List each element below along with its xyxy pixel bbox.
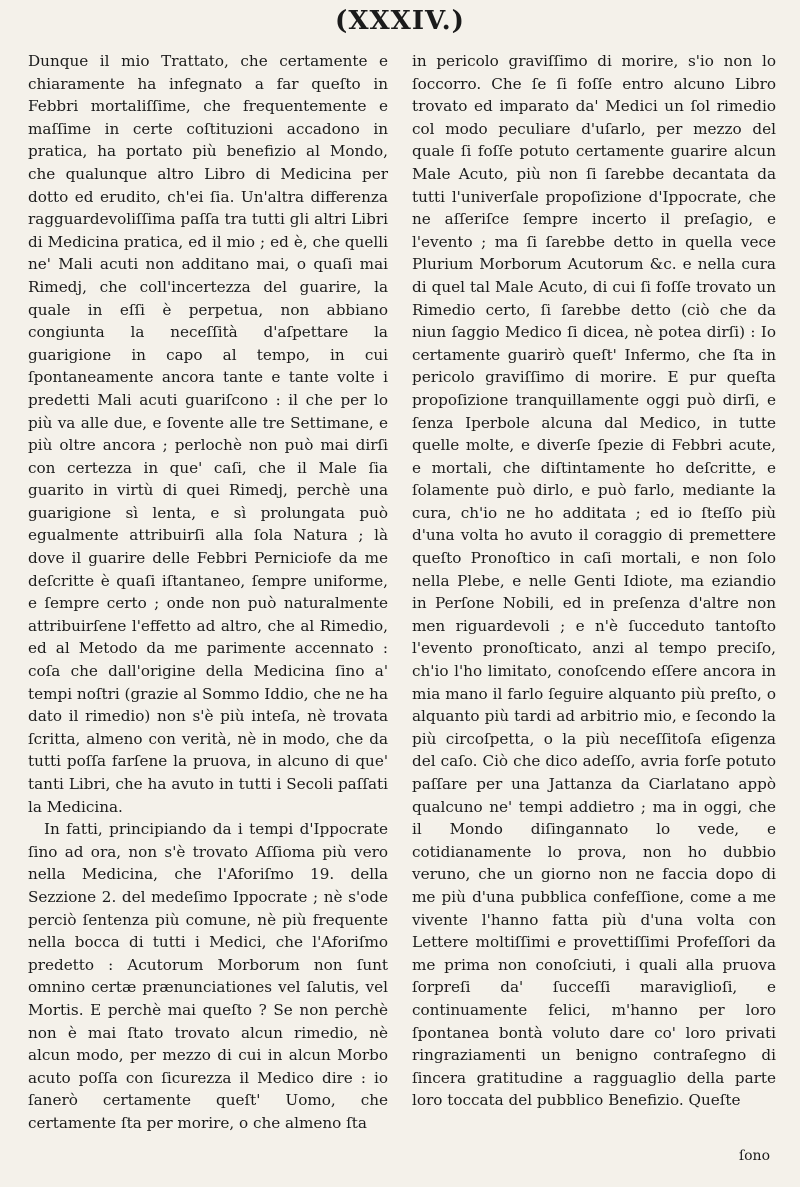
right-column bbox=[412, 50, 776, 1112]
catchword: ſono bbox=[738, 1148, 770, 1164]
paragraph: Dunque il mio Trattato, che certamente e chiaramente ha infegnato a far queſto in Febbri mortaliſſime, che frequentemente e maſſime in certe coſtituzioni accadono in pratica, ha portato più benefizio al Mondo, che qualunque altro Libro di Medicina per dotto ed erudito, ch'ei ſia. Un'altra differenza ragguardevoliſſima paſſa tra tutti gli altri Libri di Medicina pratica, ed il mio ; ed è, che quelli ne' Mali acuti non additano mai, o quaſi mai Rimedj, che coll'incertezza del guarire, la quale in eſſi è perpetua, non abbiano congiunta la neceſſità d'aſpettare la guarigione in capo al tempo, in cui ſpontaneamente ancora tante e tante volte i predetti Mali acuti guariſcono : il che per lo più va alle due, e ſovente alle tre Settimane, e più oltre ancora ; perlochè non può mai dirſi con certezza in que' caſi, che il Male ſia guarito in virtù di quei Rimedj, perchè una guarigione sì lenta, e sì prolungata può egualmente attribuirſi alla ſola Natura ; là dove il guarire delle Febbri Perniciofe da me deſcritte è quaſi iſtantaneo, ſempre uniforme, e ſempre certo ; onde non può naturalmente attribuirſene l'effetto ad altro, che al Rimedio, ed al Metodo da me parimente accennato : coſa che dall'origine della Medicina ſino a' tempi noſtri (grazie al Sommo Iddio, che ne ha dato il rimedio) non s'è più inteſa, nè trovata ſcritta, almeno con verità, nè in modo, che da tutti poſſa farſene la pruova, in alcuno di que' tanti Libri, che ha avuto in tutti i Secoli paſſati la Medicina. bbox=[28, 52, 388, 816]
left-column bbox=[28, 50, 388, 1135]
page-header: (XXXIV.) bbox=[335, 6, 465, 36]
paragraph: in pericolo graviſſimo di morire, s'io non lo ſoccorro. Che ſe ſi foſſe entro alcuno Libro trovato ed imparato da' Medici un ſol rimedio col modo peculiare d'uſarlo, per mezzo del quale ſi foſſe potuto certamente guarire alcun Male Acuto, più non ſi ſarebbe decantata da tutti l'univerſale propoſizione d'Ippocrate, che ne aſſeriſce ſempre incerto il preſagio, e l'evento ; ma ſi ſarebbe detto in quella vece Plurium Morborum Acutorum &c. e nella cura di quel tal Male Acuto, di cui ſi foſſe trovato un Rimedio certo, ſi ſarebbe detto (ciò che da niun ſaggio Medico ſi dicea, nè potea dirſi) : Io certamente guarirò queſt' Infermo, che ſta in pericolo graviſſimo di morire. E pur queſta propoſizione tranquillamente oggi può dirſi, e ſenza Iperbole alcuna dal Medico, in tutte quelle molte, e diverſe ſpezie di Febbri acute, e mortali, che diſtintamente ho deſcritte, e ſolamente può dirlo, e può farlo, mediante la cura, ch'io ne ho additata ; ed io ſteſſo più d'una volta ho avuto il coraggio di premettere queſto Pronoſtico in caſi mortali, e non ſolo nella Plebe, e nelle Genti Idiote, ma eziandio in Perſone Nobili, ed in preſenza d'altre non men riguardevoli ; e n'è ſucceduto tantoſto l'evento pronoſticato, anzi al tempo preciſo, ch'io l'ho limitato, conoſcendo eſſere ancora in mia mano il farlo ſeguire alquanto più preſto, o alquanto più tardi ad arbitrio mio, e ſecondo la più circoſpetta, o la più neceſſitoſa eſigenza del caſo. Ciò che dico adeſſo, avria forſe potuto paſſare per una Jattanza da Ciarlatano appò qualcuno ne' tempi addietro ; ma in oggi, che il Mondo diſingannato lo vede, e cotidianamente lo prova, non ho dubbio veruno, che un giorno non ne faccia dopo di me più d'una pubblica confeſſione, come a me vivente l'hanno fatta più d'una volta con Lettere moltiſſimi e provettiſſimi Profeſſori da me prima non conoſciuti, i quali alla pruova ſorpreſi da' ſucceſſi maraviglioſi, e continuamente felici, m'hanno per loro ſpontanea bontà voluto dare co' loro privati ringraziamenti un benigno contraſegno di ſincera gratitudine a ragguaglio della parte loro toccata del pubblico Benefizio. Queſte bbox=[412, 52, 776, 1110]
paragraph: In fatti, principiando da i tempi d'Ippocrate ſino ad ora, non s'è trovato Aſſioma più vero nella Medicina, che l'Aforiſmo 19. della Sezzione 2. del medeſimo Ippocrate ; nè s'ode perciò ſentenza più comune, nè più frequente nella bocca di tutti i Medici, che l'Aforiſmo predetto : Acutorum Morborum non ſunt omnino certæ prænunciationes vel ſalutis, vel Mortis. E perchè mai queſto ? Se non perchè non è mai ſtato trovato alcun rimedio, nè alcun modo, per mezzo di cui in alcun Morbo acuto poſſa con ſicurezza il Medico dire : io ſanerò certamente queſt' Uomo, che certamente ſta per morire, o che almeno ſta bbox=[28, 820, 388, 1132]
